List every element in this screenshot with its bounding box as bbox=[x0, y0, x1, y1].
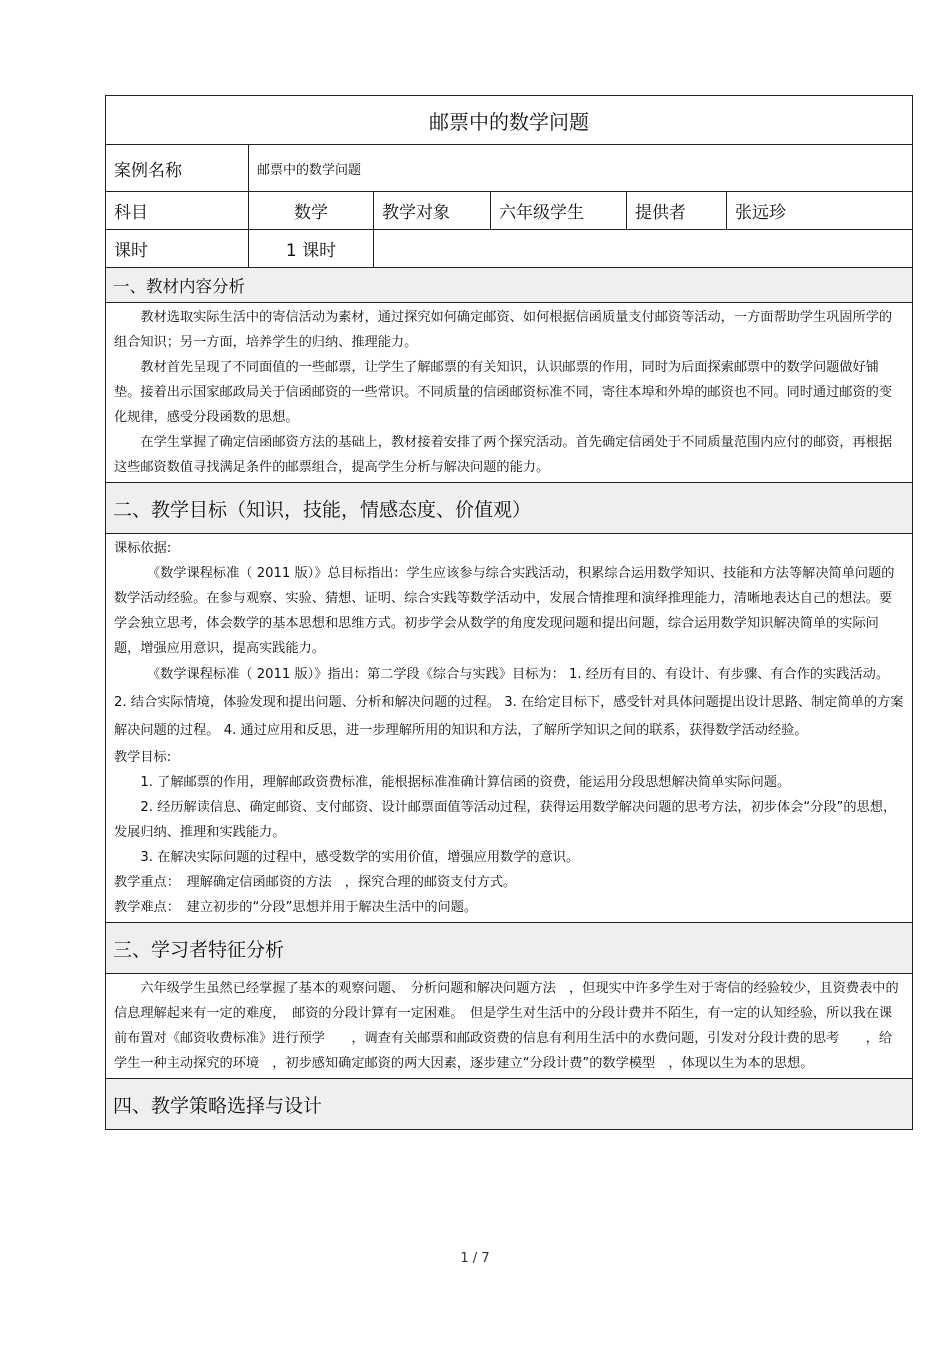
provider-value: 张远珍 bbox=[727, 192, 913, 230]
basis-paragraph: 《数学课程标准（ 2011 版）》指出：第二学段《综合与实践》目标为： 1. 经历有目的、有设计、有步骤、有合作的实践活动。 2. 结合实际情境，体验发现和提出问题、分析和解决问题的过程。 3. 在给定目标下，感受针对具体问题提出设计思路、制定简单的方案解决问题的过程。 4. 通过应用和反思，进一步理解所用的知识和方法，了解所学知识之间的联系，获得数学活动经验。 bbox=[114, 667, 904, 738]
case-name-value: 邮票中的数学问题 bbox=[249, 145, 913, 192]
hours-empty bbox=[374, 230, 913, 268]
goal-item: 1. 了解邮票的作用，理解邮政资费标准，能根据标准准确计算信函的资费，能运用分段思想解决简单实际问题。 bbox=[140, 775, 791, 790]
section3-paragraph: 六年级学生虽然已经掌握了基本的观察问题、 分析问题和解决问题方法 ，但现实中许多学生对于寄信的经验较少，且资费表中的信息理解起来有一定的难度， 邮资的分段计算有一定困难。 但是学生对生活中的分段计费并不陌生，有一定的认知经验，所以我在课前布置对《邮资收费标准》进行预学 ，调查有关邮票和邮政资费的信息有利用生活中的水费问题，引发对分段计费的思考 ，给学生一种主动探究的环境 ，初步感知确定邮资的两大因素，逐步建立“分段计费”的数学模型 ，体现以生为本的思想。 bbox=[114, 981, 899, 1071]
hours-value: 1 课时 bbox=[249, 230, 374, 268]
goals-label: 教学目标: bbox=[114, 750, 172, 765]
document-title: 邮票中的数学问题 bbox=[106, 96, 913, 145]
section1-paragraph: 教材选取实际生活中的寄信活动为素材，通过探究如何确定邮资、如何根据信函质量支付邮资等活动，一方面帮助学生巩固所学的组合知识；另一方面，培养学生的归纳、推理能力。 bbox=[114, 310, 893, 350]
audience-label: 教学对象 bbox=[374, 192, 491, 230]
section1-body bbox=[106, 303, 913, 483]
subject-label: 科目 bbox=[106, 192, 249, 230]
key-point: 教学重点： 理解确定信函邮资的方法 ，探究合理的邮资支付方式。 bbox=[114, 875, 517, 890]
goal-item: 3. 在解决实际问题的过程中，感受数学的实用价值，增强应用数学的意识。 bbox=[140, 850, 580, 865]
provider-label: 提供者 bbox=[627, 192, 727, 230]
case-name-label: 案例名称 bbox=[106, 145, 249, 192]
lesson-plan-table bbox=[105, 95, 913, 1130]
section2-body bbox=[106, 534, 913, 923]
goal-item: 2. 经历解读信息、确定邮资、支付邮资、设计邮票面值等活动过程，获得运用数学解决问题的思考方法，初步体会“分段”的思想，发展归纳、推理和实践能力。 bbox=[114, 800, 897, 840]
section4-heading: 四、教学策略选择与设计 bbox=[106, 1079, 913, 1130]
section1-paragraph: 教材首先呈现了不同面值的一些邮票，让学生了解邮票的有关知识，认识邮票的作用，同时为后面探索邮票中的数学问题做好铺垫。接着出示国家邮政局关于信函邮资的一些常识。不同质量的信函邮资标准不同，寄往本埠和外埠的邮资也不同。同时通过邮资的变化规律，感受分段函数的思想。 bbox=[114, 360, 893, 425]
audience-value: 六年级学生 bbox=[491, 192, 627, 230]
section1-paragraph: 在学生掌握了确定信函邮资方法的基础上，教材接着安排了两个探究活动。首先确定信函处于不同质量范围内应付的邮资，再根据这些邮资数值寻找满足条件的邮票组合，提高学生分析与解决问题的能力。 bbox=[114, 435, 893, 475]
basis-label: 课标依据: bbox=[114, 541, 172, 556]
difficulty: 教学难点： 建立初步的“分段”思想并用于解决生活中的问题。 bbox=[114, 900, 478, 915]
section3-heading: 三、学习者特征分析 bbox=[106, 923, 913, 974]
section1-heading: 一、教材内容分析 bbox=[106, 268, 913, 303]
section2-heading: 二、教学目标（知识，技能，情感态度、价值观） bbox=[106, 483, 913, 534]
basis-paragraph: 《数学课程标准（ 2011 版）》总目标指出：学生应该参与综合实践活动，积累综合运用数学知识、技能和方法等解决简单问题的数学活动经验。在参与观察、实验、猜想、证明、综合实践等数学活动中，发展合情推理和演绎推理能力，清晰地表达自己的想法。要学会独立思考，体会数学的基本思想和思维方式。初步学会从数学的角度发现问题和提出问题，综合运用数学知识解决简单的实际问题，增强应用意识，提高实践能力。 bbox=[114, 566, 895, 656]
section3-body bbox=[106, 974, 913, 1079]
subject-value: 数学 bbox=[249, 192, 374, 230]
hours-label: 课时 bbox=[106, 230, 249, 268]
page-number: 1 / 7 bbox=[460, 1251, 490, 1266]
